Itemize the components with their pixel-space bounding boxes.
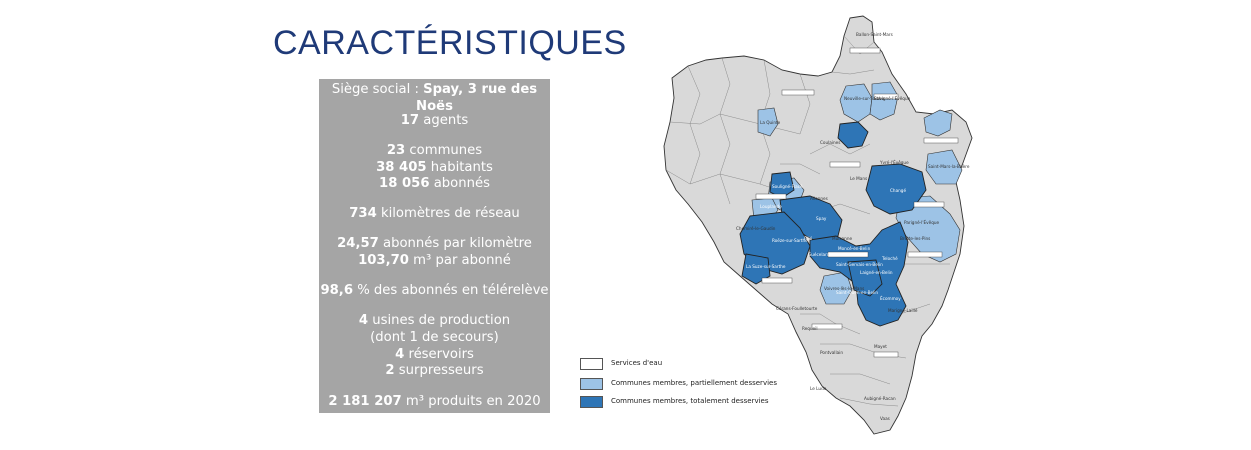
surpresseurs-label: surpresseurs bbox=[394, 363, 484, 378]
label-lemans: Le Mans bbox=[850, 176, 868, 181]
label-vaas: Vaas bbox=[880, 416, 890, 421]
label-brette: Brette-les-Pins bbox=[900, 236, 931, 241]
legend-label: Communes membres, partiellement desservies bbox=[611, 379, 777, 387]
label-neuville: Neuville-sur-Sarthe bbox=[844, 96, 885, 101]
legend-item-partial bbox=[580, 378, 820, 390]
characteristics-panel bbox=[319, 79, 550, 413]
usines-value: 4 bbox=[358, 313, 369, 328]
usines-line bbox=[319, 313, 550, 330]
communes-line bbox=[319, 143, 550, 160]
secours-line: (dont 1 de secours) bbox=[370, 330, 499, 345]
label-saintmars: Saint-Mars-la-Brière bbox=[928, 164, 970, 169]
label-fille: Fillé bbox=[804, 236, 813, 241]
siege-value: Spay, 3 rue des Noës bbox=[416, 82, 538, 114]
label-lelude: Le Lude bbox=[810, 386, 827, 391]
legend-label: Communes membres, totalement desservies bbox=[611, 397, 769, 405]
legend-swatch-white bbox=[580, 358, 603, 370]
habitants-line bbox=[319, 160, 550, 177]
conso-label: m³ par abonné bbox=[408, 253, 511, 268]
legend-swatch-light-blue bbox=[580, 378, 603, 390]
label-laquinte: La Quinte bbox=[760, 120, 781, 125]
label-mulsanne: Mulsanne bbox=[832, 236, 853, 241]
teleleve-line bbox=[319, 283, 550, 300]
legend-item-full bbox=[580, 396, 820, 408]
label-roeze: Roëze-sur-Sarthe bbox=[772, 238, 808, 243]
label-coulaines: Coulaines bbox=[820, 140, 841, 145]
label-saintgervais: Saint-Gervais-en-Belin bbox=[836, 262, 883, 267]
reservoirs-label: réservoirs bbox=[404, 347, 474, 362]
teleleve-value: 98,6 bbox=[320, 283, 353, 298]
label-aubigne: Aubigné-Racan bbox=[864, 396, 896, 401]
habitants-value: 38 405 bbox=[376, 160, 427, 175]
label-ecommoy: Écommoy bbox=[880, 296, 901, 301]
abonnes-label: abonnés bbox=[429, 176, 490, 191]
label-requeil: Requeil bbox=[802, 326, 818, 331]
habitants-label: habitants bbox=[426, 160, 493, 175]
label-yvre: Yvré-l'Évêque bbox=[880, 160, 909, 165]
page-title: CARACTÉRISTIQUES bbox=[273, 24, 627, 62]
conso-value: 103,70 bbox=[358, 253, 409, 268]
densite-value: 24,57 bbox=[337, 236, 379, 251]
label-voivres: Voivres-lès-le-Mans bbox=[824, 286, 865, 291]
label-allonnes: Allonnes bbox=[810, 196, 828, 201]
densite-label: abonnés par kilomètre bbox=[378, 236, 532, 251]
service-area-map bbox=[660, 14, 980, 438]
label-pontvallain: Pontvallain bbox=[820, 350, 843, 355]
reseau-line bbox=[319, 206, 550, 223]
abonnes-line bbox=[319, 176, 550, 193]
teleleve-label: % des abonnés en télérelève bbox=[353, 283, 549, 298]
label-mayet: Mayet bbox=[874, 344, 887, 349]
reseau-label: kilomètres de réseau bbox=[376, 206, 520, 221]
reseau-value: 734 bbox=[349, 206, 377, 221]
label-guecelard: Guécelard bbox=[808, 252, 830, 257]
usines-label: usines de production bbox=[368, 313, 511, 328]
siege-line bbox=[319, 82, 550, 116]
conso-line bbox=[319, 253, 550, 270]
label-savigne: Savigné-l'Évêque bbox=[874, 96, 911, 101]
agents-line bbox=[319, 113, 550, 130]
label-spay: Spay bbox=[816, 216, 827, 221]
label-ballon: Ballon-Saint-Mars bbox=[856, 32, 893, 37]
abonnes-value: 18 056 bbox=[379, 176, 430, 191]
label-laigne: Laigné-en-Belin bbox=[860, 270, 893, 275]
reservoirs-line bbox=[319, 347, 550, 364]
produits-label: m³ produits en 2020 bbox=[401, 394, 541, 409]
label-monce: Moncé-en-Belin bbox=[838, 246, 871, 251]
densite-line bbox=[319, 236, 550, 253]
produits-line bbox=[319, 394, 550, 411]
label-teloche: Teloché bbox=[882, 256, 898, 261]
communes-label: communes bbox=[405, 143, 483, 158]
label-saintouen: Saint-Ouen-en-Belin bbox=[836, 290, 879, 295]
agents-label: agents bbox=[419, 113, 469, 128]
label-louplande: Louplande bbox=[760, 204, 782, 209]
agents-value: 17 bbox=[400, 113, 420, 128]
label-parigne: Parigné-l'Évêque bbox=[904, 220, 940, 225]
label-lasuze: La Suze-sur-Sarthe bbox=[746, 264, 786, 269]
reservoirs-value: 4 bbox=[395, 347, 405, 362]
label-marigne: Marigné-Laillé bbox=[888, 308, 918, 313]
legend-label: Services d'eau bbox=[611, 359, 663, 367]
legend-item-services bbox=[580, 358, 820, 370]
surpresseurs-value: 2 bbox=[385, 363, 395, 378]
label-souligne: Souligné-Flacé bbox=[772, 184, 803, 189]
produits-value: 2 181 207 bbox=[328, 394, 402, 409]
label-chemire: Chemiré-le-Gaudin bbox=[736, 226, 776, 231]
label-change: Changé bbox=[890, 188, 907, 193]
communes-value: 23 bbox=[386, 143, 406, 158]
siege-label: Siège social : bbox=[331, 82, 424, 97]
label-cerans: Cérans-Foulletourte bbox=[776, 306, 818, 311]
surpresseurs-line bbox=[319, 363, 550, 380]
legend-swatch-dark-blue bbox=[580, 396, 603, 408]
